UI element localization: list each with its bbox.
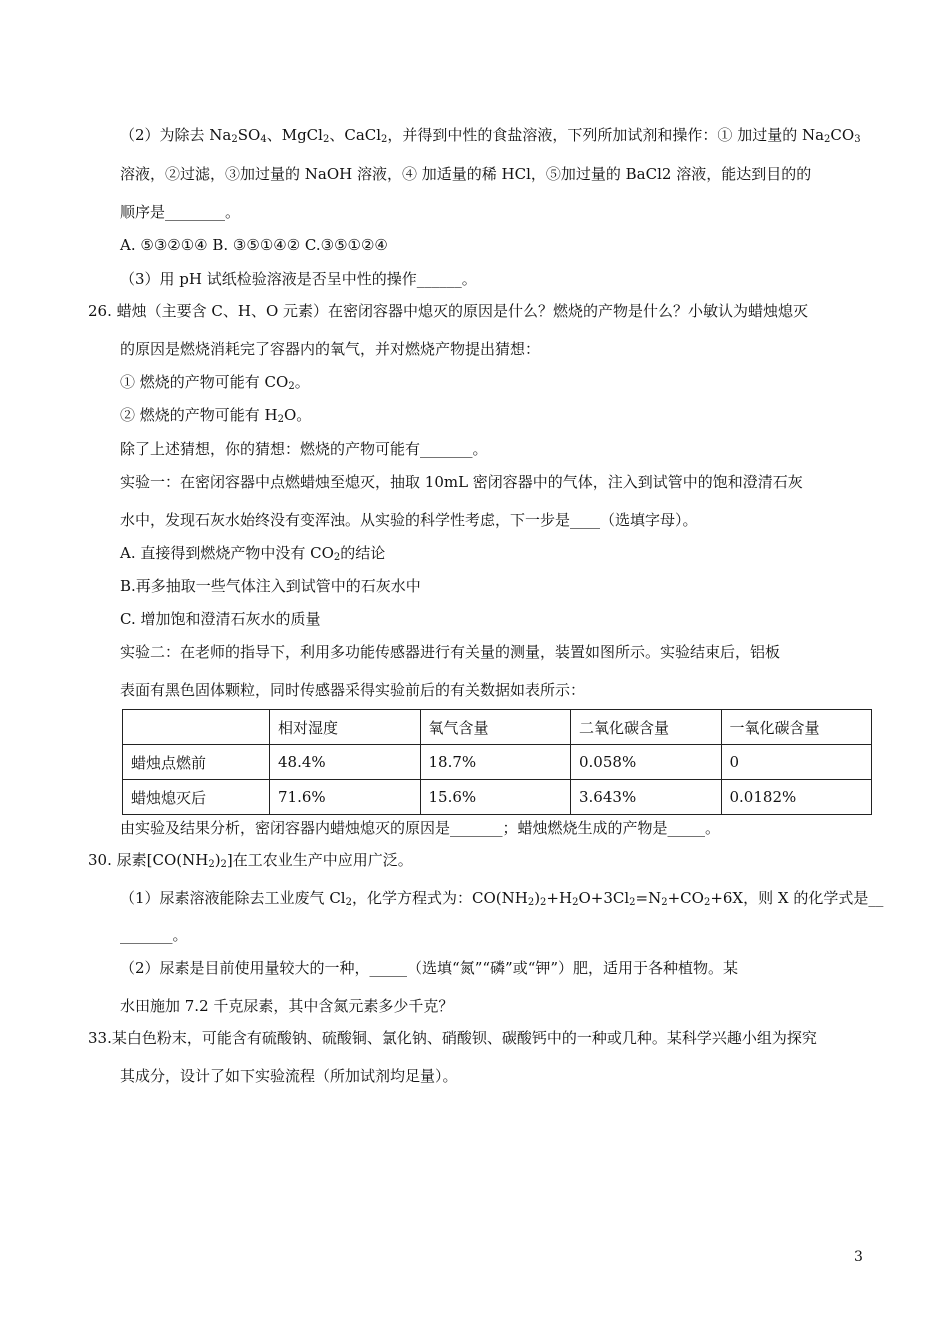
q25-part3: （3）用 pH 试纸检验溶液是否呈中性的操作______。 [120, 270, 477, 288]
q33-line2: 其成分，设计了如下实验流程（所加试剂均足量）。 [120, 1067, 458, 1085]
q25-options: A. ⑤③②①④ B. ③⑤①④② C.③⑤①②④ [120, 236, 388, 254]
q26-option-c: C. 增加饱和澄清石灰水的质量 [120, 610, 321, 628]
table-row [123, 745, 872, 780]
table-cell: 0.0182% [721, 780, 872, 815]
q26-conclusion: 由实验及结果分析，密闭容器内蜡烛熄灭的原因是_______；蜡烛燃烧生成的产物是_____。 [120, 819, 721, 837]
sensor-data-table [122, 709, 872, 815]
q26-guess1: ① 燃烧的产物可能有 $CO_2$。 [120, 373, 310, 392]
table-header-cell: 一氧化碳含量 [721, 710, 872, 745]
table-cell: 0.058% [571, 745, 722, 780]
q25-part2-line3: 顺序是________。 [120, 203, 241, 221]
q30-part1-line1: （1）尿素溶液能除去工业废气 $Cl_2$，化学方程式为：$CO(NH_2)_2+H_2O+3Cl_2=N_2+CO_2+6X$，则 X 的化学式是__ [120, 889, 884, 908]
table-cell: 48.4% [270, 745, 421, 780]
table-cell: 15.6% [420, 780, 571, 815]
q33-line1: 33.某白色粉末，可能含有硫酸钠、硫酸铜、氯化钠、硝酸钡、碳酸钙中的一种或几种。某科学兴趣小组为探究 [88, 1029, 817, 1047]
q26-guess2: ② 燃烧的产物可能有 $H_2O$。 [120, 406, 312, 425]
table-row [123, 780, 872, 815]
q26-option-b: B.再多抽取一些气体注入到试管中的石灰水中 [120, 577, 421, 595]
page-number: 3 [854, 1249, 863, 1265]
table-header-cell: 二氧化碳含量 [571, 710, 722, 745]
q30-part2-line1: （2）尿素是目前使用量较大的一种，_____（选填“氮”“磷”或“钾”）肥，适用于各种植物。某 [120, 959, 739, 977]
q30-part1-line2: _______。 [120, 926, 188, 944]
q26-exp1-line2: 水中，发现石灰水始终没有变浑浊。从实验的科学性考虑，下一步是____（选填字母）。 [120, 511, 698, 529]
q26-exp2-line2: 表面有黑色固体颗粒，同时传感器采得实验前后的有关数据如表所示： [120, 681, 586, 699]
q30-part2-line2: 水田施加 7.2 千克尿素，其中含氮元素多少千克？ [120, 997, 454, 1015]
table-cell: 蜡烛点燃前 [123, 745, 270, 780]
q26-line1: 26. 蜡烛（主要含 C、H、O 元素）在密闭容器中熄灭的原因是什么？燃烧的产物是什么？小敏认为蜡烛熄灭 [88, 302, 809, 320]
q30-line1: 30. 尿素$[CO(NH_2)_2]$在工农业生产中应用广泛。 [88, 851, 413, 870]
q25-part2-line2: 溶液，②过滤，③加过量的 NaOH 溶液，④ 加适量的稀 HCl，⑤加过量的 BaCl2 溶液，能达到目的的 [120, 165, 812, 183]
q26-exp1-line1: 实验一：在密闭容器中点燃蜡烛至熄灭，抽取 10mL 密闭容器中的气体，注入到试管中的饱和澄清石灰 [120, 473, 803, 491]
table-header-row [123, 710, 872, 745]
table-header-cell: 氧气含量 [420, 710, 571, 745]
table-cell: 71.6% [270, 780, 421, 815]
q26-line2: 的原因是燃烧消耗完了容器内的氧气，并对燃烧产物提出猜想： [120, 340, 541, 358]
table-cell: 0 [721, 745, 872, 780]
q26-option-a: A. 直接得到燃烧产物中没有 $CO_2$的结论 [120, 544, 386, 563]
q25-part2-line1: （2）为除去 $Na_2SO_4$、MgCl$_2$、CaCl$_2$，并得到中性的食盐溶液，下列所加试剂和操作：① 加过量的 $Na_2CO_3$ [120, 126, 861, 145]
table-cell: 3.643% [571, 780, 722, 815]
table-cell: 18.7% [420, 745, 571, 780]
q26-exp2-line1: 实验二：在老师的指导下，利用多功能传感器进行有关量的测量，装置如图所示。实验结束后，铝板 [120, 643, 781, 661]
table-cell: 蜡烛熄灭后 [123, 780, 270, 815]
table-header-cell [123, 710, 270, 745]
q26-guess3: 除了上述猜想，你的猜想：燃烧的产物可能有_______。 [120, 440, 488, 458]
table-header-cell: 相对湿度 [270, 710, 421, 745]
